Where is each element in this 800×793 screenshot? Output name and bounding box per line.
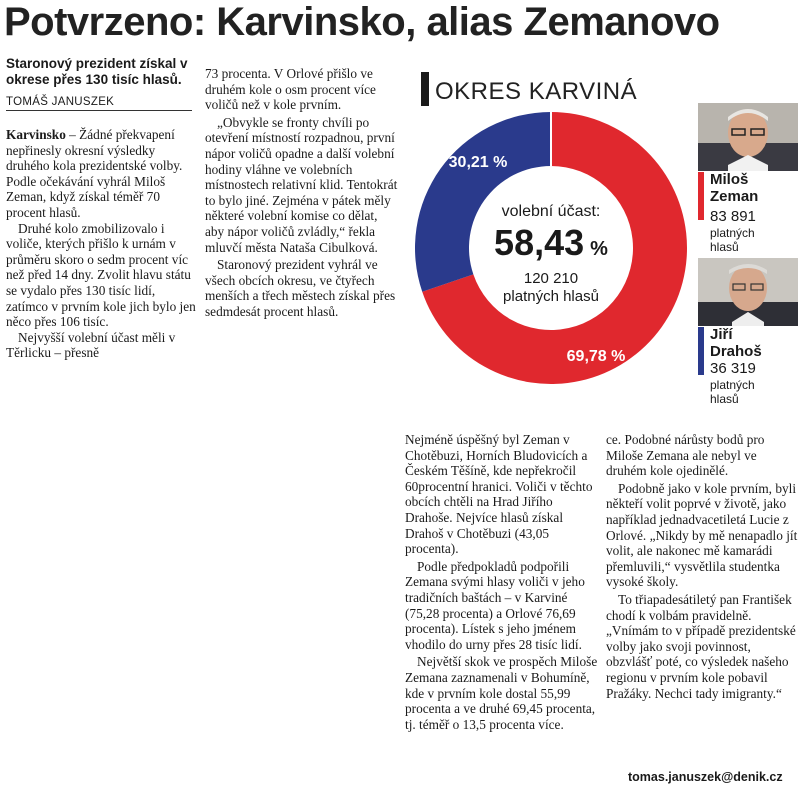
candidate-last-name: Drahoš bbox=[710, 343, 762, 360]
paragraph-text: – Žádné překvapení nepřinesly okresní výsledky druhého kola prezidentské volby. Podle očekávání vyhrál Miloš Zeman, když získal téměř 70 procent hlasů. bbox=[6, 127, 183, 220]
candidate-color-bar-zeman bbox=[698, 172, 704, 220]
paragraph: Staronový prezident vyhrál ve všech obcích okresu, ve čtyřech menších a třech městech získal přes sedmdesát procent hlasů. bbox=[205, 257, 396, 319]
paragraph: 73 procenta. V Orlové přišlo ve druhém kole o osm procent více voličů než v kole prvním. bbox=[205, 66, 376, 113]
deck: Staronový prezident získal v okrese přes 130 tisíc hlasů. bbox=[6, 56, 188, 87]
candidate-votes: 36 319 bbox=[710, 360, 756, 377]
valid-votes-label: platných hlasů bbox=[503, 288, 599, 305]
headline: Potvrzeno: Karvinsko, alias Zemanovo bbox=[4, 0, 720, 44]
slice-label-drahos: 30,21 % bbox=[448, 154, 508, 171]
turnout-caption: volební účast: bbox=[501, 203, 601, 220]
paragraph: To třiapadesátiletý pan František chodí k volbám pravidelně. „Vnímám to v případě prezidentské volby jako svoji povinnost, obzvlášť poté, co výsledek našeho regionu v prvním kole pobavil Pražáky. Nechci tady imigranty.“ bbox=[606, 591, 796, 701]
paragraph: Nejméně úspěšný byl Zeman v Chotěbuzi, Horních Bludovicích a Českém Těšíně, kde nepřekročil 60procentní hranici. Voliči v těchto obcích chtěli na Hrad Jiřího Drahoše. Nejvíce hlasů získal Drahoš v Chotěbuzi (43,05 procenta). bbox=[405, 432, 593, 557]
paragraph: ce. Podobné nárůsty bodů pro Miloše Zemana ale nebyl ve druhém kole ojedinělé. bbox=[606, 432, 765, 479]
candidate-photo-zeman bbox=[698, 103, 798, 171]
paragraph: Nejvyšší volební účast měli v Těrlicku – přesně bbox=[6, 329, 176, 361]
paragraph: „Obvykle se fronty chvíli po otevření místností rozpadnou, první nápor voličů opadne a další volební hodiny vláhne ve volebních místnostech relativní klid. Tentokrát to bylo jiné. Zejména v pátek měly některé volební komise co dělat, aby nápor voličů zvládly,“ řekla mluvčí města Nataša Cibulková. bbox=[205, 114, 398, 255]
paragraph: Druhé kolo zmobilizovalo i voliče, kterých přišlo k urnám v průměru skoro o sedm procent víc než před 14 dny. Zvolit hlavu státu se vydalo přes 130 tisíc lidí, zatímco v prvním kole jich bylo jen něco přes 106 tisíc. bbox=[6, 220, 196, 330]
turnout-value: 58,43 bbox=[494, 222, 585, 263]
portrait-zeman-icon bbox=[698, 103, 798, 171]
turnout-donut-chart bbox=[406, 103, 696, 393]
portrait-drahos-icon bbox=[698, 258, 798, 326]
candidate-votes-label: hlasů bbox=[710, 240, 739, 254]
byline: TOMÁŠ JANUSZEK bbox=[6, 96, 192, 111]
paragraph: Podle předpokladů podpořili Zemana svými hlasy voliči v jeho tradičních baštách – v Karviné (75,28 procenta) a Orlové 76,69 procenta). Lístek s jeho jménem vhodilo do urny přes 28 tisíc lidí. bbox=[405, 558, 585, 652]
donut-slice-drahos bbox=[415, 112, 551, 292]
dateline: Karvinsko bbox=[6, 127, 66, 142]
candidate-first-name: Jiří bbox=[710, 326, 733, 343]
paragraph: Podobně jako v kole prvním, byli někteří volit poprvé v životě, jako například jednadvacetiletá Lucie z Orlové. „Nikdy by mě nenapadlo jít volit, ale nakonec mě kamarádi přemluvili,“ vysvětlila studentka vysoké školy. bbox=[606, 480, 798, 590]
turnout-value-text bbox=[494, 222, 608, 263]
candidate-votes: 83 891 bbox=[710, 208, 756, 225]
candidate-votes-label: platných bbox=[710, 378, 755, 392]
candidate-first-name: Miloš bbox=[710, 171, 749, 188]
article-column-1 bbox=[6, 127, 198, 361]
paragraph bbox=[6, 127, 198, 221]
candidate-photo-drahos bbox=[698, 258, 798, 326]
paragraph: Největší skok ve prospěch Miloše Zemana zaznamenali v Bohumíně, kde v prvním kole dostal 55,99 procenta a ve druhé 69,45 procenta, tj. téměř o 13,5 procenta více. bbox=[405, 654, 598, 732]
turnout-unit: % bbox=[590, 238, 608, 260]
article-column-2 bbox=[205, 66, 399, 322]
candidate-last-name: Zeman bbox=[710, 188, 759, 205]
candidate-color-bar-drahos bbox=[698, 327, 704, 375]
article-column-4 bbox=[606, 432, 798, 703]
infographic-title-bar bbox=[421, 72, 429, 106]
slice-label-zeman: 69,78 % bbox=[566, 348, 626, 365]
candidate-votes-label: hlasů bbox=[710, 392, 739, 406]
valid-votes-number: 120 210 bbox=[523, 270, 579, 287]
author-email: tomas.januszek@denik.cz bbox=[628, 770, 783, 784]
infographic-title: OKRES KARVINÁ bbox=[435, 78, 638, 105]
donut-svg bbox=[406, 103, 696, 393]
article-column-3 bbox=[405, 432, 598, 734]
candidate-votes-label: platných bbox=[710, 226, 755, 240]
